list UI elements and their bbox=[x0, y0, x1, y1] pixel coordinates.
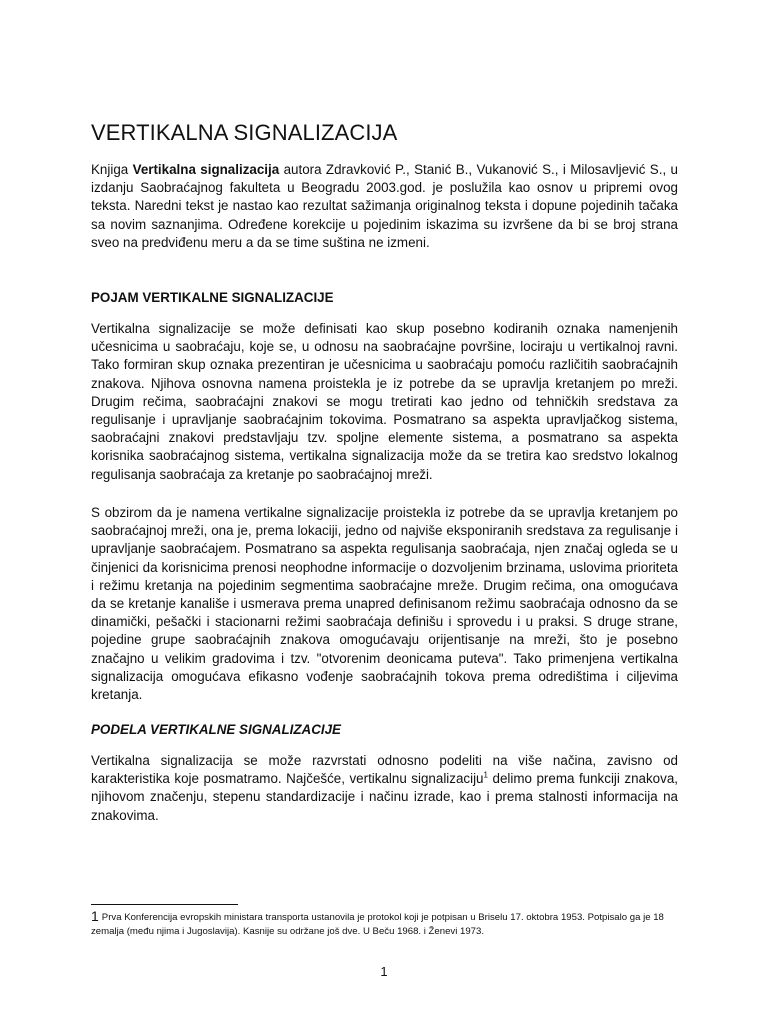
intro-text-start: Knjiga bbox=[91, 162, 133, 177]
book-title-bold: Vertikalna signalizacija bbox=[132, 162, 280, 177]
intro-text-rest: autora Zdravković P., Stanić B., Vukanović S., i Milosavljević S., u izdanju Saobraćajnog fakulteta u Beogradu 2003.god. je poslužila kao osnov u pripremi ovog teksta. Naredni tekst je nastao kao rezultat sažimanja originalnog teksta i dopune pojedinih tačaka sa novim saznanjima. Određene korekcije u pojedinim iskazima su izvršene da bi se broj strana sveo na predviđenu meru a da se time suština ne izmeni. bbox=[91, 162, 679, 250]
section2-text-start: Vertikalna signalizacija se može razvrstati odnosno podeliti na više načina, zavisno od karakteristika koje posmatramo. Najčešće, vertikalnu signalizaciju bbox=[91, 753, 678, 787]
section-heading-pojam: POJAM VERTIKALNE SIGNALIZACIJE bbox=[91, 290, 334, 305]
section1-paragraph-1: Vertikalna signalizacije se može definisati kao skup posebno kodiranih oznaka namenjenih učesnicima u saobraćaju, koje se, u odnosu na saobraćajne površine, lociraju u vertikalnoj ravni. Tako formiran skup oznaka prezentiran je učesnicima u saobraćaju pomoću različitih saobraćajnih znakova. Njihova osnovna namena proistekla je iz potrebe da se upravlja kretanjem po mreži. Drugim rečima, saobraćajni znakovi se mogu tretirati kao jedno od tehničkih sredstava za regulisanje i upravljanje saobraćajnim tokovima. Posmatrano sa aspekta upravljačkog sistema, saobraćajni znakovi predstavljaju tzv. spoljne elemente sistema, a posmatrano sa aspekta korisnika saobraćajnog sistema, vertikalna signalizacija može da se tretira kao sredstvo lokalnog regulisanja saobraćaja za kretanje po saobraćajnoj mreži. bbox=[91, 321, 678, 482]
document-title: VERTIKALNA SIGNALIZACIJA bbox=[91, 120, 398, 145]
section1-paragraph-2: S obzirom da je namena vertikalne signalizacije proistekla iz potrebe da se upravlja kretanjem po saobraćajnoj mreži, ona je, prema lokaciji, jedno od najviše eksponiranih sredstava za regulisanje i upravljanje saobraćajem. Posmatrano sa aspekta regulisanja saobraćaja, njen značaj ogleda se u činjenici da korisnicima prenosi neophodne informacije o dozvoljenim brzinama, uslovima prioriteta i režimu kretanja na pojedinim segmentima saobraćajne mreže. Drugim rečima, ona omogućava da se kretanje kanališe i usmerava prema unapred definisanom režimu saobraćaja odnosno da se dinamički, pešački i stacionarni režimi saobraćaja definišu i sprovedu i u praksi. S druge strane, pojedine grupe saobraćajnih znakova omogućavaju orijentisanje na mreži, što je posebno značajno u velikim gradovima i tzv. "otvorenim deonicama puteva". Tako primenjena vertikalna signalizacija omogućava efikasno vođenje saobraćajnih tokova prema odredištima i ciljevima kretanja. bbox=[91, 505, 678, 703]
footnote-text: Prva Konferencija evropskih ministara transporta ustanovila je protokol koji je potpisan u Briselu 17. oktobra 1953. Potpisalo ga je 18 zemalja (među njima i Jugoslavija). Kasnije su održane još dve. U Beču 1968. i Ženevi 1973. bbox=[91, 912, 664, 937]
intro-paragraph bbox=[91, 161, 678, 252]
section2-text-rest: delimo prema funkciji znakova, njihovom značenju, stepenu standardizacije i načinu izrade, kao i prema stalnosti informacija na znakovima. bbox=[91, 771, 678, 823]
footnote bbox=[91, 909, 681, 939]
footnote-separator bbox=[91, 904, 238, 905]
footnote-number: 1 bbox=[91, 908, 99, 924]
section-heading-podela: PODELA VERTIKALNE SIGNALIZACIJE bbox=[91, 722, 341, 737]
section2-paragraph bbox=[91, 752, 678, 825]
footnote-reference[interactable]: 1 bbox=[483, 770, 488, 780]
page-number: 1 bbox=[380, 964, 388, 979]
